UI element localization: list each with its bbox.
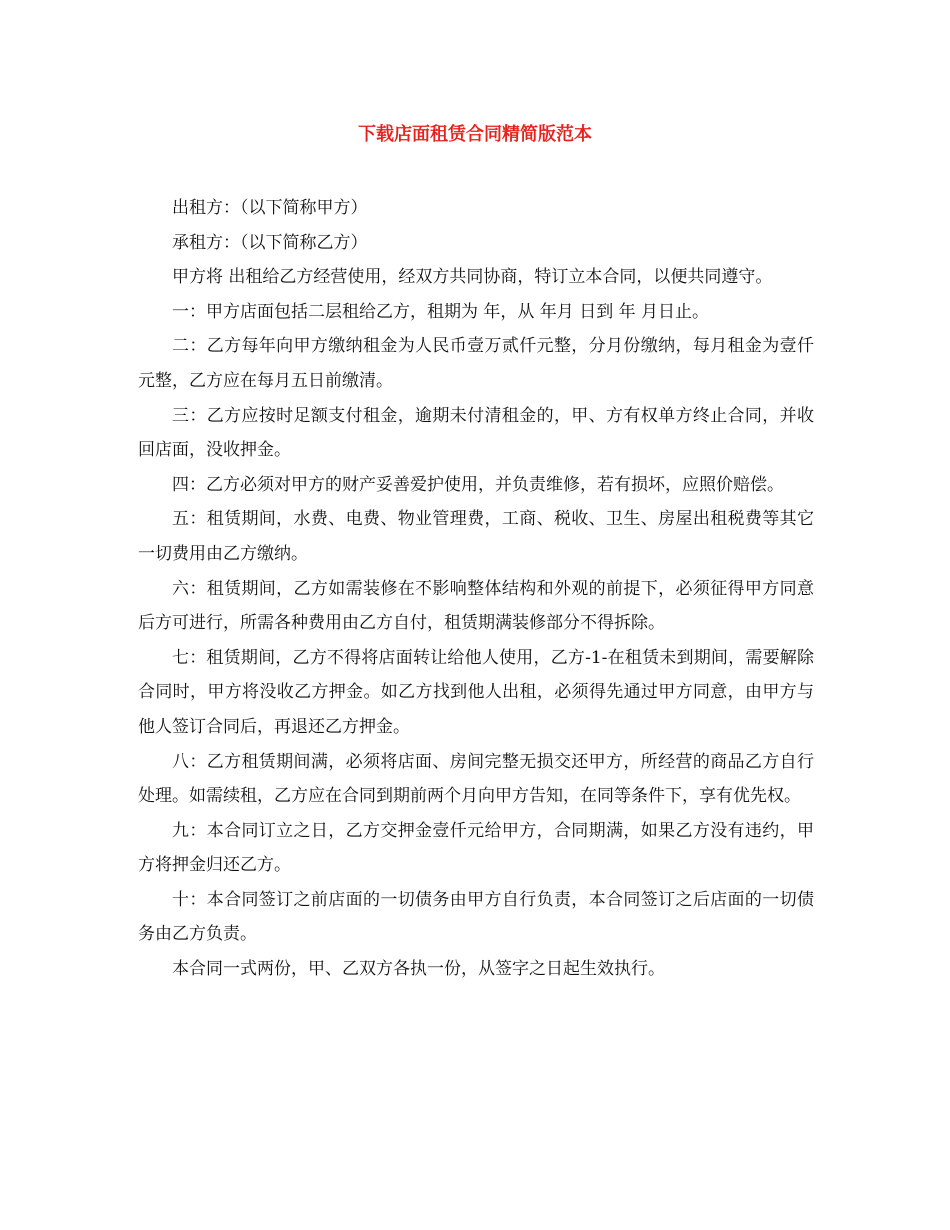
clause-4: 四：乙方必须对甲方的财产妥善爱护使用，并负责维修，若有损坏，应照价赔偿。 <box>172 474 784 495</box>
clause-3: 三：乙方应按时足额支付租金，逾期未付清租金的，甲、方有权单方终止合同，并收回店面，没收押金。 <box>138 405 814 461</box>
document-title: 下载店面租赁合同精简版范本 <box>358 124 592 145</box>
preamble-paragraph: 甲方将 出租给乙方经营使用，经双方共同协商，特订立本合同，以便共同遵守。 <box>172 267 773 288</box>
party-a-line: 出租方：（以下简称甲方） <box>172 198 368 218</box>
clause-5: 五：租赁期间，水费、电费、物业管理费，工商、税收、卫生、房屋出租税费等其它一切费用由乙方缴纳。 <box>138 509 814 564</box>
clause-7: 七：租赁期间，乙方不得将店面转让给他人使用，乙方-1-在租赁未到期间，需要解除合同时，甲方将没收乙方押金。如乙方找到他人出租，必须得先通过甲方同意，由甲方与他人签订合同后，再退还乙方押金。 <box>138 647 814 737</box>
closing-paragraph: 本合同一式两份，甲、乙双方各执一份，从签字之日起生效执行。 <box>172 959 665 980</box>
clause-1: 一：甲方店面包括二层租给乙方，租期为 年，从 年月 日到 年 月日止。 <box>172 301 710 322</box>
clause-2: 二：乙方每年向甲方缴纳租金为人民币壹万贰仟元整，分月份缴纳，每月租金为壹仟元整，乙方应在每月五日前缴清。 <box>138 336 814 391</box>
clause-6: 六：租赁期间，乙方如需装修在不影响整体结构和外观的前提下，必须征得甲方同意后方可进行，所需各种费用由乙方自付，租赁期满装修部分不得拆除。 <box>138 578 814 634</box>
document-body <box>138 191 814 987</box>
clause-10: 十：本合同签订之前店面的一切债务由甲方自行负责，本合同签订之后店面的一切债务由乙方负责。 <box>138 889 814 945</box>
clause-8: 八：乙方租赁期间满，必须将店面、房间完整无损交还甲方，所经营的商品乙方自行处理。如需续租，乙方应在合同到期前两个月向甲方告知，在同等条件下，享有优先权。 <box>138 751 814 807</box>
clause-9: 九：本合同订立之日，乙方交押金壹仟元给甲方，合同期满，如果乙方没有违约，甲方将押金归还乙方。 <box>138 820 814 876</box>
party-b-line: 承租方：（以下简称乙方） <box>172 232 368 253</box>
